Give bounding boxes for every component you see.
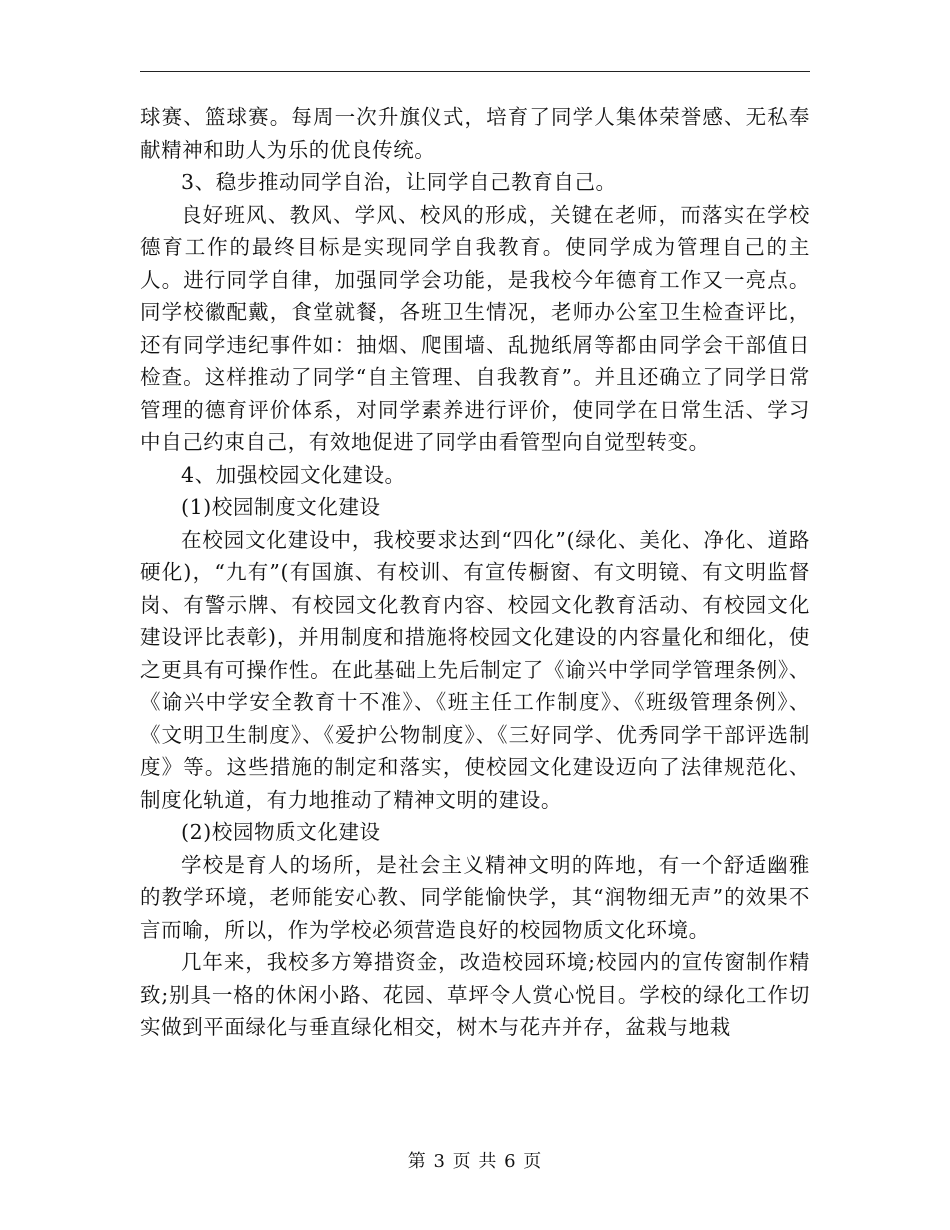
document-body — [140, 101, 810, 1044]
page-number-footer: 第 3 页 共 6 页 — [407, 1151, 543, 1172]
paragraph: 在校园文化建设中，我校要求达到“四化”(绿化、美化、净化、道路硬化)，“九有”(有国旗、有校训、有宣传橱窗、有文明镜、有文明监督岗、有警示牌、有校园文化教育内容、校园文化教育活动、有校园文化建设评比表彰)，并用制度和措施将校园文化建设的内容量化和细化，使之更具有可操作性。在此基础上先后制定了《谕兴中学同学管理条例》、《谕兴中学安全教育十不准》、《班主任工作制度》、《班级管理条例》、《文明卫生制度》、《爱护公物制度》、《三好同学、优秀同学干部评选制度》等。这些措施的制定和落实，使校园文化建设迈向了法律规范化、制度化轨道，有力地推动了精神文明的建设。 — [140, 527, 810, 812]
paragraph: 球赛、篮球赛。每周一次升旗仪式，培育了同学人集体荣誉感、无私奉献精神和助人为乐的优良传统。 — [140, 105, 810, 162]
subsection-heading: (2)校园物质文化建设 — [181, 820, 381, 844]
section-heading: 4、加强校园文化建设。 — [181, 462, 406, 487]
paragraph: 学校是育人的场所，是社会主义精神文明的阵地，有一个舒适幽雅的教学环境，老师能安心教、同学能愉快学，其“润物细无声”的效果不言而喻，所以，作为学校必须营造良好的校园物质文化环境。 — [140, 852, 810, 942]
section-heading: 3、稳步推动同学自治，让同学自己教育自己。 — [181, 170, 617, 194]
paragraph: 良好班风、教风、学风、校风的形成，关键在老师，而落实在学校德育工作的最终目标是实现同学自我教育。使同学成为管理自己的主人。进行同学自律，加强同学会功能，是我校今年德育工作又一亮点。同学校徽配戴，食堂就餐，各班卫生情况，老师办公室卫生检查评比，还有同学违纪事件如：抽烟、爬围墙、乱抛纸屑等都由同学会干部值日检查。这样推动了同学“自主管理、自我教育”。并且还确立了同学日常管理的德育评价体系，对同学素养进行评价，使同学在日常生活、学习中自己约束自己，有效地促进了同学由看管型向自觉型转变。 — [140, 202, 810, 454]
subsection-heading: (1)校园制度文化建设 — [181, 495, 381, 519]
paragraph: 几年来，我校多方筹措资金，改造校园环境;校园内的宣传窗制作精致;别具一格的休闲小路、花园、草坪令人赏心悦目。学校的绿化工作切实做到平面绿化与垂直绿化相交，树木与花卉并存，盆栽与地栽 — [140, 950, 810, 1039]
header-rule — [140, 71, 810, 72]
